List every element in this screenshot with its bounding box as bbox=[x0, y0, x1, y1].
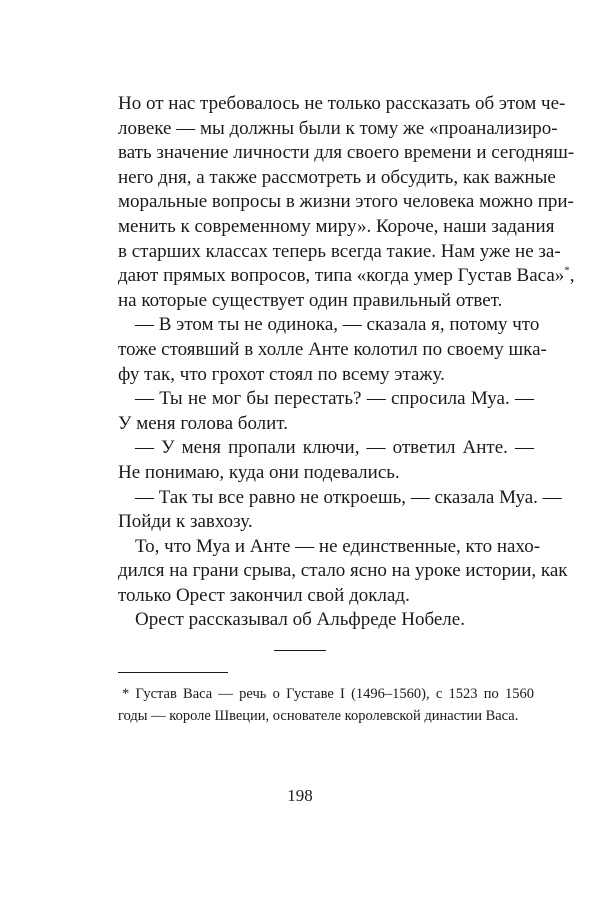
footnote-rule bbox=[118, 672, 228, 673]
text-line: — Ты не мог бы перестать? — спросила Муа. — bbox=[135, 388, 534, 410]
text-line-with-footnote bbox=[118, 264, 575, 289]
footnote-marker: * bbox=[564, 264, 570, 277]
page-number: 198 bbox=[287, 786, 313, 805]
text-fragment: , bbox=[569, 265, 575, 287]
text-line: тоже стоявший в холле Анте колотил по своему шка- bbox=[118, 338, 547, 360]
text-line: — В этом ты не одинока, — сказала я, потому что bbox=[135, 314, 540, 336]
text-line: Но от нас требовалось не только рассказать об этом че- bbox=[118, 93, 566, 114]
text-line: — У меня пропали ключи, — ответил Анте. — bbox=[135, 437, 534, 459]
footnote bbox=[118, 683, 534, 727]
text-line: Пойди к завхозу. bbox=[118, 511, 253, 533]
text-line: него дня, а также рассмотреть и обсудить, как важные bbox=[118, 166, 556, 188]
text-line: вать значение личности для своего времени и сегодняш- bbox=[118, 142, 575, 164]
text-line: моральные вопросы в жизни этого человека можно при- bbox=[118, 191, 574, 213]
section-divider bbox=[274, 650, 326, 651]
text-line: У меня голова болит. bbox=[118, 412, 288, 434]
text-line: только Орест закончил свой доклад. bbox=[118, 584, 410, 606]
text-line: дился на грани срыва, стало ясно на уроке истории, как bbox=[118, 560, 568, 582]
text-line: ловеке — мы должны были к тому же «проанализиро- bbox=[118, 117, 558, 139]
text-line: фу так, что грохот стоял по всему этажу. bbox=[118, 363, 445, 385]
text-line: — Так ты все равно не откроешь, — сказала Муа. — bbox=[135, 486, 562, 508]
footnote-line: годы — короле Швеции, основателе королевской династии Васа. bbox=[118, 708, 519, 724]
text-line: То, что Муа и Анте — не единственные, кто нахо- bbox=[135, 535, 541, 557]
text-fragment: дают прямых вопросов, типа «когда умер Густав Васа» bbox=[118, 265, 565, 287]
text-line: Не понимаю, куда они подевались. bbox=[118, 461, 400, 483]
main-text bbox=[118, 92, 575, 633]
footnote-line: * Густав Васа — речь о Густаве I (1496–1560), с 1523 по 1560 bbox=[122, 686, 534, 702]
text-line: менить к современному миру». Короче, наши задания bbox=[118, 215, 555, 237]
text-line: в старших классах теперь всегда такие. Нам уже не за- bbox=[118, 240, 561, 262]
text-line: Орест рассказывал об Альфреде Нобеле. bbox=[135, 609, 465, 631]
text-line: на которые существует один правильный ответ. bbox=[118, 289, 503, 311]
